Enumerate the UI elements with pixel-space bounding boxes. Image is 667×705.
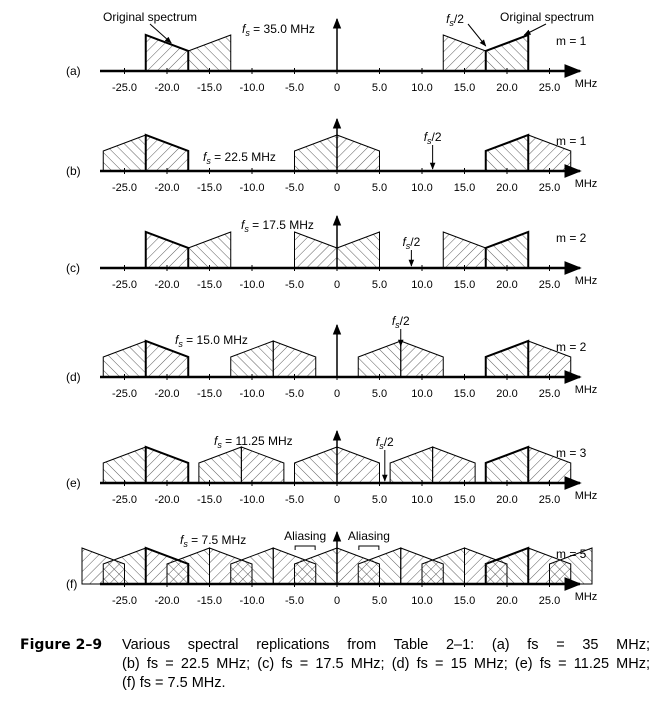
panel-a	[66, 10, 597, 94]
tick-label: -25.0	[111, 388, 138, 400]
spectral-image	[146, 232, 189, 268]
caption-title: Figure 2–9	[20, 637, 103, 653]
aliasing-label-right: Aliasing	[347, 529, 390, 543]
tick-label: -10.0	[239, 595, 265, 607]
spectral-image	[188, 35, 231, 71]
tick-label: -20.0	[154, 279, 180, 291]
tick-label: -15.0	[196, 388, 223, 400]
fs-label: $f_s = 35.0$ MHz	[242, 22, 315, 38]
spectral-image	[295, 447, 338, 483]
spectral-image	[486, 341, 529, 377]
spectral-image	[443, 232, 486, 268]
tick-label: -15.0	[196, 82, 223, 94]
tick-label: -10.0	[239, 279, 265, 291]
unit-label: MHz	[574, 275, 598, 287]
tick-label: -25.0	[111, 494, 138, 506]
tick-label: 10.0	[411, 494, 433, 506]
spectral-image	[486, 447, 529, 483]
tick-label: 10.0	[411, 595, 433, 607]
fs-label: $f_s = 17.5$ MHz	[241, 218, 314, 234]
tick-label: -15.0	[196, 595, 223, 607]
spectral-image	[273, 341, 316, 377]
tick-label: -25.0	[111, 279, 138, 291]
aliasing-bracket	[295, 546, 315, 550]
original-spectrum-label-right: Original spectrum	[499, 10, 595, 24]
fs-label: $f_s = 7.5$ MHz	[180, 533, 247, 549]
spectral-image	[390, 447, 433, 483]
tick-label: 10.0	[411, 82, 433, 94]
spectral-image	[337, 232, 380, 268]
spectral-image	[103, 447, 146, 483]
tick-label: 20.0	[496, 182, 518, 194]
panel-c	[66, 216, 597, 291]
spectral-image	[103, 341, 146, 377]
tick-label: -20.0	[154, 595, 180, 607]
tick-label: 20.0	[496, 279, 518, 291]
tick-label: -10.0	[239, 82, 265, 94]
tick-label: -10.0	[239, 494, 265, 506]
tick-label: 20.0	[496, 82, 518, 94]
tick-label: -5.0	[285, 388, 304, 400]
tick-label: -20.0	[154, 182, 180, 194]
tick-label: -15.0	[196, 182, 223, 194]
spectral-image	[295, 135, 338, 171]
fs-half-label: $f_s/2$	[446, 12, 464, 28]
m-label: m = 1	[556, 34, 587, 48]
spectral-image	[337, 135, 380, 171]
tick-label: -10.0	[239, 388, 265, 400]
fs-label: $f_s = 15.0$ MHz	[175, 333, 248, 349]
tick-label: 0	[333, 279, 341, 291]
original-spectrum-arrow-right	[524, 24, 546, 35]
tick-label: 0	[333, 595, 341, 607]
panel-label: (a)	[66, 64, 81, 78]
spectral-image	[358, 341, 401, 377]
tick-label: 5.0	[371, 82, 388, 94]
tick-label: -5.0	[285, 182, 304, 194]
tick-label: 15.0	[453, 388, 476, 400]
tick-label: -20.0	[154, 388, 180, 400]
tick-label: 0	[333, 494, 341, 506]
fs-half-arrow	[468, 24, 486, 46]
tick-label: -5.0	[285, 279, 304, 291]
spectral-image	[433, 447, 476, 483]
tick-label: 25.0	[538, 595, 561, 607]
tick-label: 15.0	[453, 279, 476, 291]
fs-half-label: $f_s/2$	[375, 435, 394, 451]
tick-label: -5.0	[285, 494, 304, 506]
tick-label: -25.0	[111, 595, 138, 607]
tick-label: 20.0	[496, 494, 518, 506]
tick-label: -15.0	[196, 494, 223, 506]
spectral-image	[401, 548, 444, 584]
tick-label: -25.0	[111, 82, 138, 94]
spectral-image	[443, 35, 486, 71]
tick-label: -5.0	[285, 82, 304, 94]
tick-label: -5.0	[285, 595, 304, 607]
spectral-image	[465, 548, 508, 584]
m-label: m = 2	[556, 231, 587, 245]
tick-label: 10.0	[411, 182, 433, 194]
tick-label: -25.0	[111, 182, 138, 194]
tick-label: 25.0	[538, 279, 561, 291]
spectral-image	[146, 35, 189, 71]
tick-label: 15.0	[453, 82, 476, 94]
caption-line-2: (b) fs = 22.5 MHz; (c) fs = 17.5 MHz; (d) fs = 15 MHz; (e) fs = 11.25 MHz;	[122, 656, 650, 672]
panel-e	[66, 431, 597, 506]
tick-label: 25.0	[538, 388, 561, 400]
tick-label: 5.0	[371, 494, 388, 506]
panel-f	[66, 529, 597, 607]
tick-label: 0	[333, 182, 341, 194]
tick-label: -20.0	[154, 82, 180, 94]
tick-label: 20.0	[496, 388, 518, 400]
spectral-image	[337, 548, 380, 584]
fs-label: $f_s = 22.5$ MHz	[203, 150, 276, 166]
spectral-image	[401, 341, 444, 377]
tick-label: -10.0	[239, 182, 265, 194]
unit-label: MHz	[574, 384, 598, 396]
tick-label: 25.0	[538, 182, 561, 194]
m-label: m = 3	[556, 446, 587, 460]
tick-label: 10.0	[411, 388, 433, 400]
tick-label: 5.0	[371, 595, 388, 607]
panel-label: (f)	[66, 577, 78, 591]
tick-label: 0	[333, 388, 341, 400]
panel-d	[66, 314, 597, 400]
unit-label: MHz	[574, 78, 598, 90]
spectral-image	[146, 135, 189, 171]
fs-half-label: $f_s/2$	[423, 130, 442, 146]
spectral-image	[210, 548, 253, 584]
panel-label: (c)	[66, 261, 80, 275]
tick-label: 25.0	[538, 82, 561, 94]
panel-label: (b)	[66, 164, 81, 178]
caption-body	[122, 636, 650, 693]
tick-label: 25.0	[538, 494, 561, 506]
m-label: m = 5	[556, 547, 587, 561]
spectral-image	[486, 135, 529, 171]
unit-label: MHz	[574, 178, 598, 190]
spectral-image	[188, 232, 231, 268]
caption-line-1: Various spectral replications from Table 2–1: (a) fs = 35 MHz;	[122, 637, 650, 653]
fs-half-label: $f_s/2$	[391, 314, 410, 330]
tick-label: 5.0	[371, 388, 388, 400]
spectral-image	[273, 548, 316, 584]
spectral-image	[295, 232, 338, 268]
original-spectrum-label-left: Original spectrum	[102, 10, 198, 24]
tick-label: 10.0	[411, 279, 433, 291]
tick-label: 15.0	[453, 595, 476, 607]
spectral-image	[82, 548, 125, 584]
aliasing-bracket	[359, 546, 379, 550]
tick-label: 15.0	[453, 182, 476, 194]
unit-label: MHz	[574, 591, 598, 603]
panel-label: (d)	[66, 370, 81, 384]
spectral-image	[103, 135, 146, 171]
m-label: m = 2	[556, 340, 587, 354]
spectral-image	[146, 447, 189, 483]
tick-label: 15.0	[453, 494, 476, 506]
aliasing-label-left: Aliasing	[284, 529, 327, 543]
unit-label: MHz	[574, 490, 598, 502]
spectral-image	[241, 447, 284, 483]
fs-half-label: $f_s/2$	[402, 235, 421, 251]
spectral-image	[337, 447, 380, 483]
tick-label: -20.0	[154, 494, 180, 506]
caption-line-3: (f) fs = 7.5 MHz.	[122, 675, 226, 691]
tick-label: 5.0	[371, 182, 388, 194]
panel-label: (e)	[66, 476, 81, 490]
fs-label: $f_s = 11.25$ MHz	[214, 434, 293, 450]
tick-label: 20.0	[496, 595, 518, 607]
spectral-image	[199, 447, 242, 483]
m-label: m = 1	[556, 134, 587, 148]
spectral-image	[146, 548, 189, 584]
spectral-image	[486, 35, 529, 71]
panel-b	[66, 119, 597, 194]
tick-label: 0	[333, 82, 341, 94]
spectral-image	[486, 232, 529, 268]
tick-label: 5.0	[371, 279, 388, 291]
tick-label: -15.0	[196, 279, 223, 291]
